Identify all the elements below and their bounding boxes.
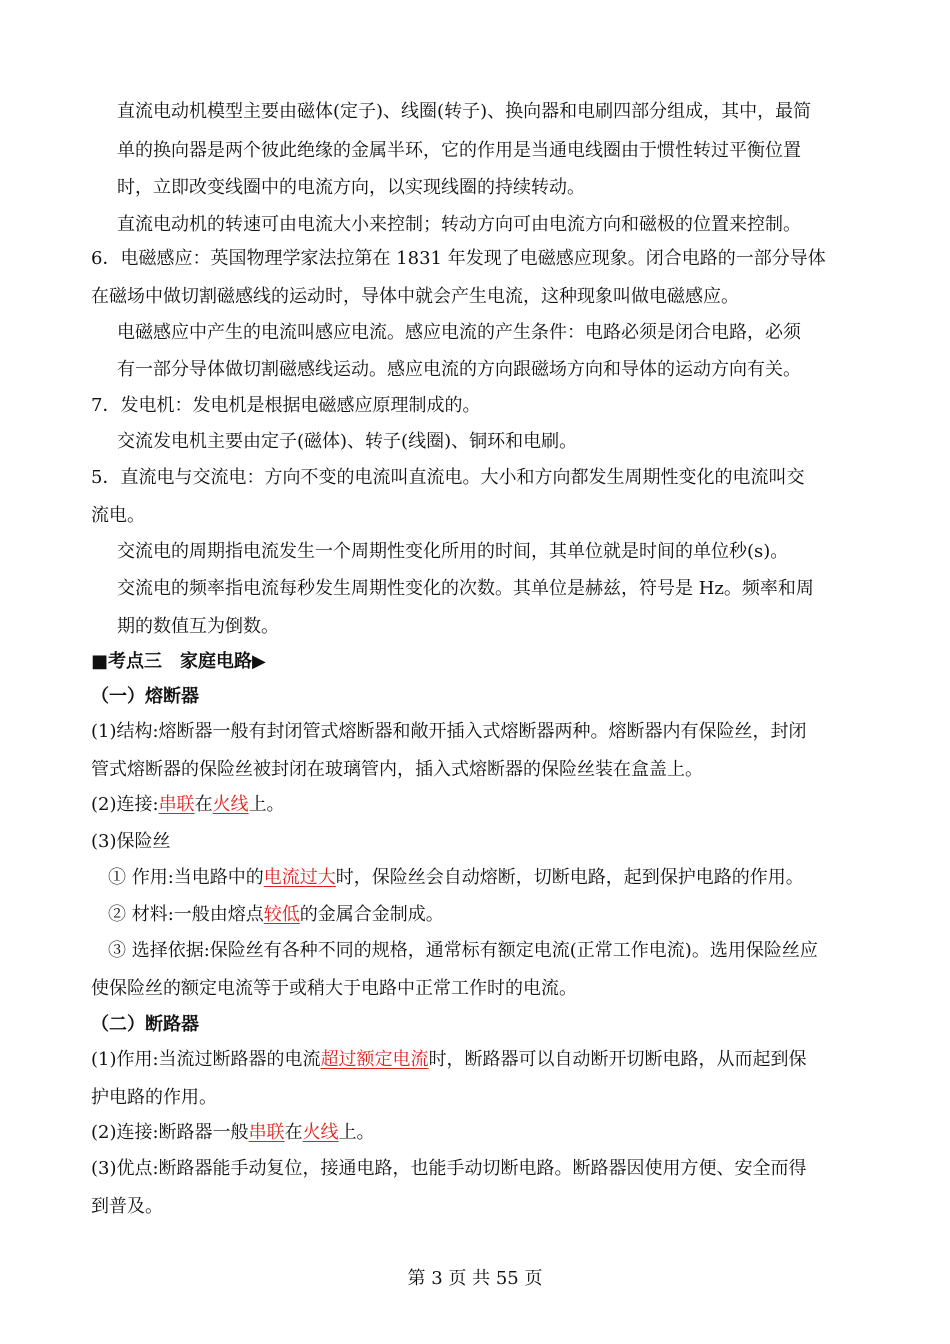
paragraph-line: 时，立即改变线圈中的电流方向，以实现线圈的持续转动。 (117, 177, 585, 198)
subsection-heading: （一）熔断器 (91, 686, 199, 707)
subsection-heading: （二）断路器 (91, 1014, 199, 1035)
paragraph-line (91, 1120, 375, 1146)
paragraph-line: 交流发电机主要由定子(磁体)、转子(线圈)、铜环和电刷。 (117, 431, 578, 452)
paragraph-line: 5．直流电与交流电：方向不变的电流叫直流电。大小和方向都发生周期性变化的电流叫交 (91, 467, 805, 488)
paragraph-line: 有一部分导体做切割磁感线运动。感应电流的方向跟磁场方向和导体的运动方向有关。 (117, 359, 801, 380)
text-run: (1)作用:当流过断路器的电流 (91, 1049, 321, 1070)
paragraph-line (91, 1047, 807, 1073)
text-run: (2)连接: (91, 794, 159, 815)
paragraph-line (91, 792, 285, 818)
paragraph-line: (1)结构:熔断器一般有封闭管式熔断器和敞开插入式熔断器两种。熔断器内有保险丝，封闭 (91, 721, 807, 742)
section-heading: ■考点三 家庭电路▶ (91, 651, 266, 672)
paragraph-line: 直流电动机的转速可由电流大小来控制；转动方向可由电流方向和磁极的位置来控制。 (117, 214, 801, 235)
text-run: 上。 (248, 794, 285, 815)
paragraph-line: 到普及。 (91, 1196, 163, 1217)
paragraph-line: 期的数值互为倒数。 (117, 616, 279, 637)
text-run: 的金属合金制成。 (299, 904, 444, 925)
highlight-term: 电流过大 (263, 867, 336, 888)
text-run: (2)连接:断路器一般 (91, 1122, 249, 1143)
text-run: 在 (194, 794, 213, 815)
highlight-term: 火线 (302, 1122, 339, 1143)
highlight-term: 串联 (248, 1122, 285, 1143)
paragraph-line: 交流电的频率指电流每秒发生周期性变化的次数。其单位是赫兹，符号是 Hz。频率和周 (117, 578, 814, 599)
paragraph-line (108, 902, 444, 928)
paragraph-line: (3)优点:断路器能手动复位，接通电路，也能手动切断电路。断路器因使用方便、安全而得 (91, 1158, 807, 1179)
highlight-term: 串联 (158, 794, 195, 815)
paragraph-line: 7．发电机：发电机是根据电磁感应原理制成的。 (91, 395, 481, 416)
page-footer: 第 3 页 共 55 页 (407, 1268, 543, 1289)
highlight-term: 较低 (263, 904, 300, 925)
highlight-term: 超过额定电流 (320, 1049, 429, 1070)
paragraph-line: 护电路的作用。 (91, 1087, 217, 1108)
paragraph-line: 管式熔断器的保险丝被封闭在玻璃管内，插入式熔断器的保险丝装在盒盖上。 (91, 759, 703, 780)
paragraph-line: 直流电动机模型主要由磁体(定子)、线圈(转子)、换向器和电刷四部分组成，其中，最简 (117, 101, 812, 122)
text-run: 时，断路器可以自动断开切断电路，从而起到保 (428, 1049, 807, 1070)
paragraph-line (108, 865, 804, 891)
paragraph-line: 使保险丝的额定电流等于或稍大于电路中正常工作时的电流。 (91, 978, 577, 999)
paragraph-line: 流电。 (91, 505, 145, 526)
paragraph-line: 交流电的周期指电流发生一个周期性变化所用的时间，其单位就是时间的单位秒(s)。 (117, 541, 789, 562)
highlight-term: 火线 (212, 794, 249, 815)
paragraph-line: 单的换向器是两个彼此绝缘的金属半环，它的作用是当通电线圈由于惯性转过平衡位置 (117, 140, 801, 161)
paragraph-line: 电磁感应中产生的电流叫感应电流。感应电流的产生条件：电路必须是闭合电路，必须 (117, 322, 801, 343)
paragraph-line: 6．电磁感应：英国物理学家法拉第在 1831 年发现了电磁感应现象。闭合电路的一部分导体 (91, 248, 826, 269)
text-run: ① 作用:当电路中的 (108, 867, 264, 888)
text-run: 在 (284, 1122, 303, 1143)
text-run: 时，保险丝会自动熔断，切断电路，起到保护电路的作用。 (335, 867, 804, 888)
paragraph-line: ③ 选择依据:保险丝有各种不同的规格，通常标有额定电流(正常工作电流)。选用保险丝应 (108, 940, 818, 961)
text-run: 上。 (338, 1122, 375, 1143)
paragraph-line: (3)保险丝 (91, 831, 171, 852)
text-run: ② 材料:一般由熔点 (108, 904, 264, 925)
paragraph-line: 在磁场中做切割磁感线的运动时，导体中就会产生电流，这种现象叫做电磁感应。 (91, 286, 739, 307)
